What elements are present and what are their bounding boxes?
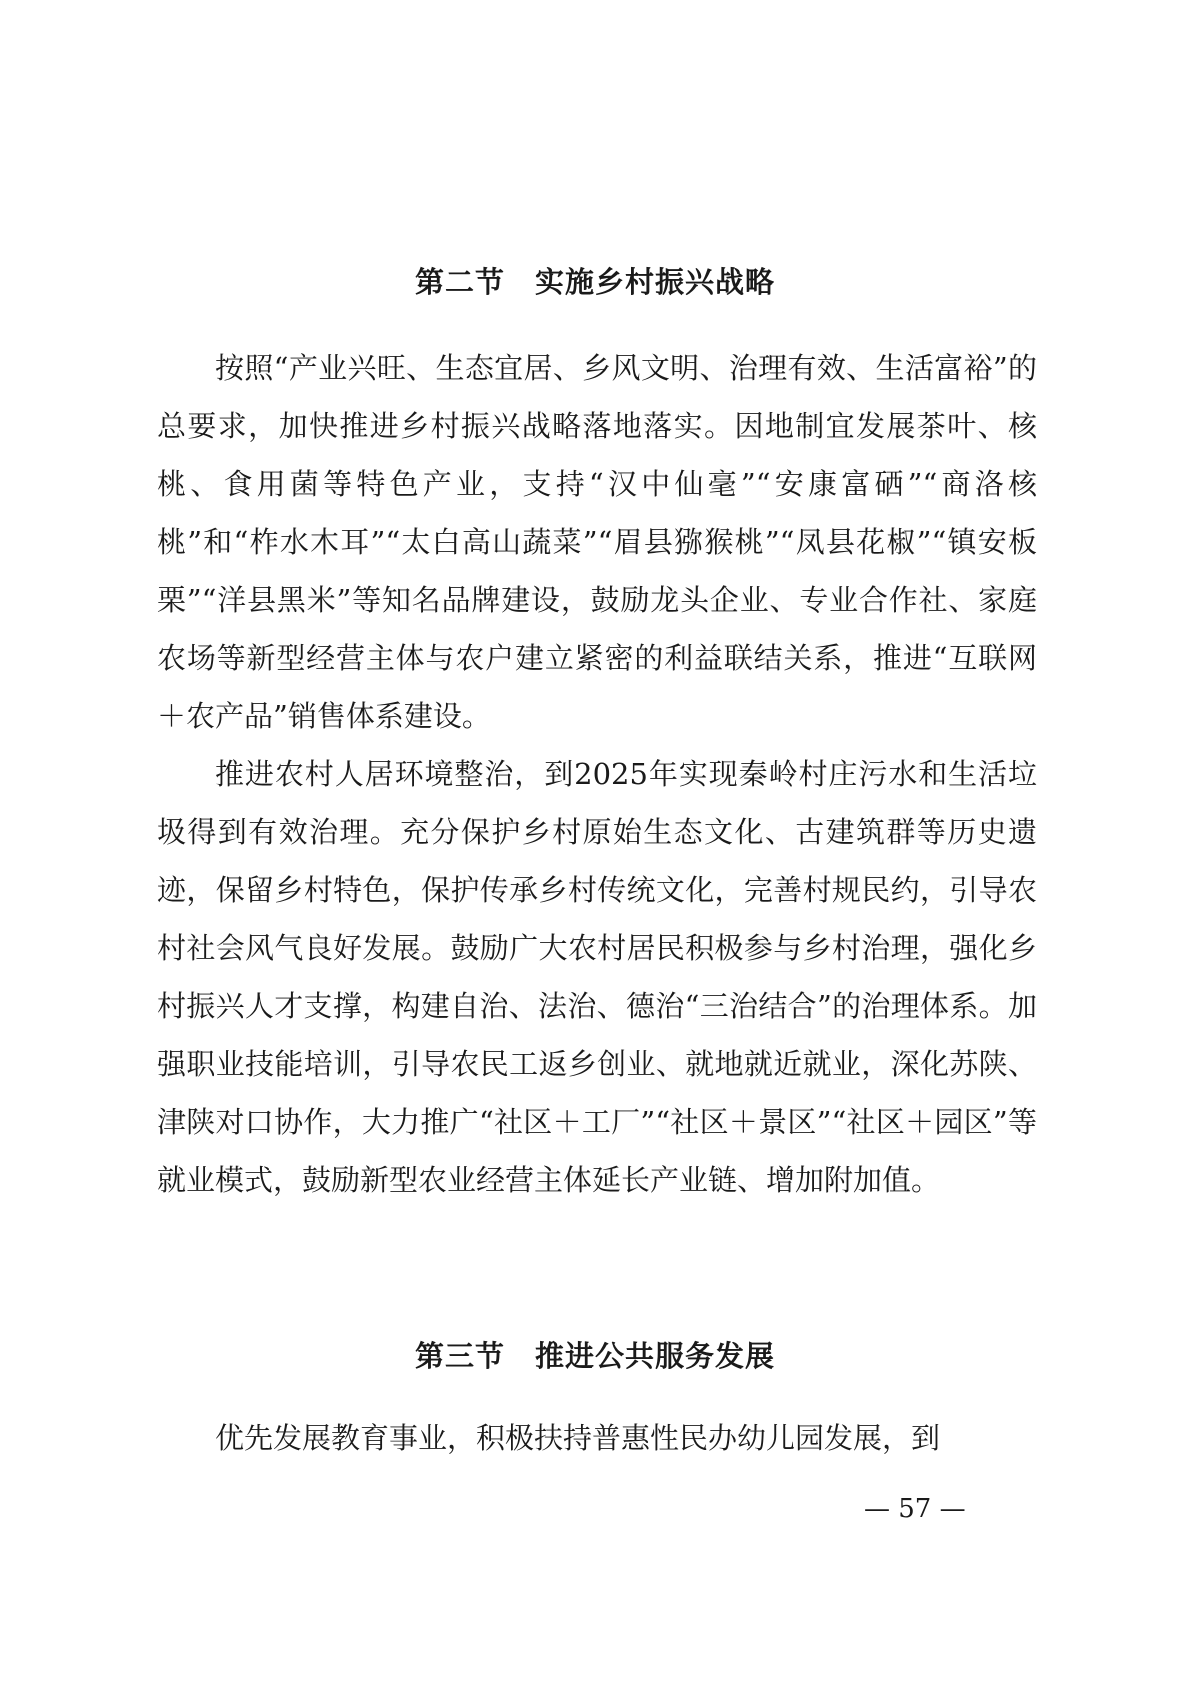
paragraph: 按照“产业兴旺、生态宜居、乡风文明、治理有效、生活富裕”的总要求，加快推进乡村振兴战略落地落实。因地制宜发展茶叶、核桃、食用菌等特色产业，支持“汉中仙毫”“安康富硒”“商洛核桃”和“柞水木耳”“太白高山蔬菜”“眉县猕猴桃”“凤县花椒”“镇安板栗”“洋县黑米”等知名品牌建设，鼓励龙头企业、专业合作社、家庭农场等新型经营主体与农户建立紧密的利益联结关系，推进“互联网＋农产品”销售体系建设。: [157, 351, 1037, 733]
page-number: — 57 —: [864, 1494, 966, 1524]
section-body: [157, 1409, 1037, 1467]
section-heading: 第二节 实施乡村振兴战略: [414, 265, 775, 299]
section-body: [157, 339, 1037, 1209]
section-heading: 第三节 推进公共服务发展: [414, 1339, 775, 1373]
paragraph: 优先发展教育事业，积极扶持普惠性民办幼儿园发展，到: [215, 1421, 941, 1455]
paragraph: 推进农村人居环境整治，到2025年实现秦岭村庄污水和生活垃圾得到有效治理。充分保护乡村原始生态文化、古建筑群等历史遗迹，保留乡村特色，保护传承乡村传统文化，完善村规民约，引导农村社会风气良好发展。鼓励广大农村居民积极参与乡村治理，强化乡村振兴人才支撑，构建自治、法治、德治“三治结合”的治理体系。加强职业技能培训，引导农民工返乡创业、就地就近就业，深化苏陕、津陕对口协作，大力推广“社区＋工厂”“社区＋景区”“社区＋园区”等就业模式，鼓励新型农业经营主体延长产业链、增加附加值。: [157, 757, 1037, 1197]
